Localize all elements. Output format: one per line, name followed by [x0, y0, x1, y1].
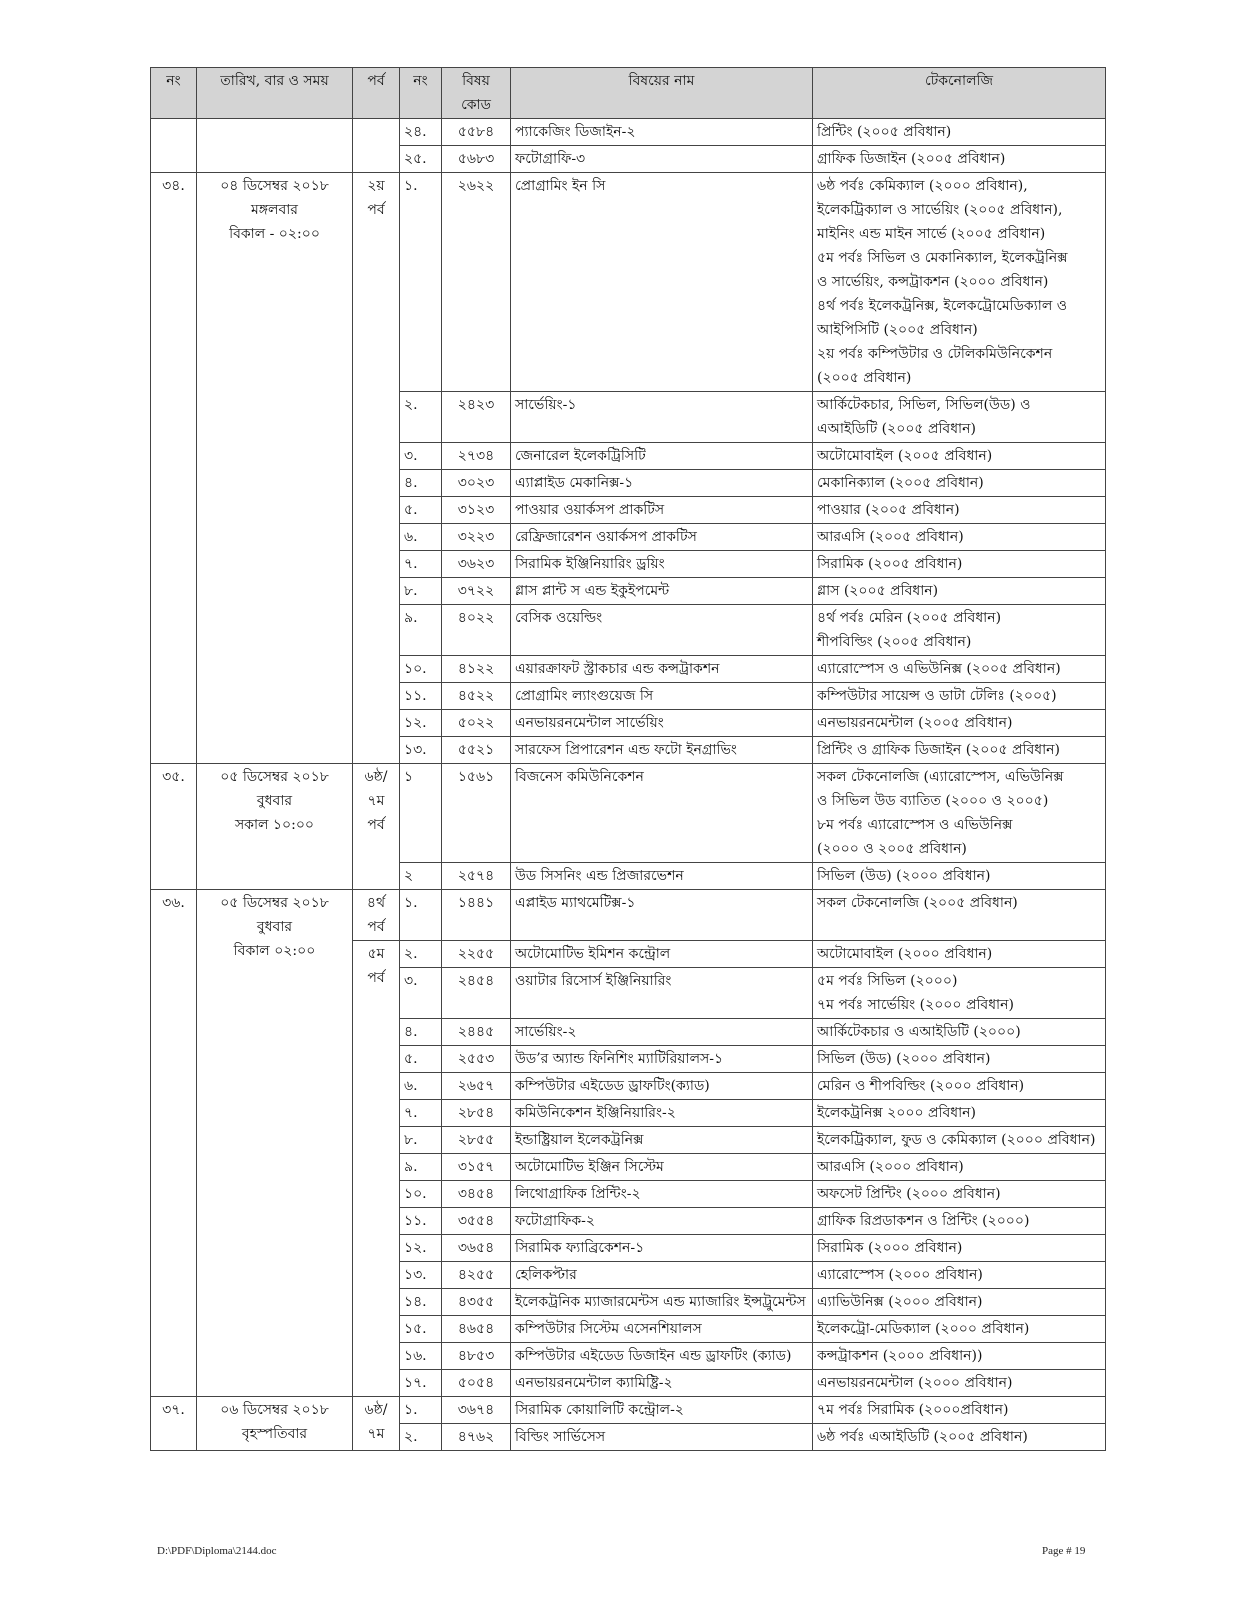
exam-serial: ৩৫.	[151, 764, 197, 890]
subject-name: ওয়াটার রিসোর্স ইঞ্জিনিয়ারিং	[511, 968, 813, 1019]
subject-item-no: ৩.	[400, 443, 442, 470]
technology: পাওয়ার (২০০৫ প্রবিধান)	[813, 497, 1106, 524]
subject-item-no: ১২.	[400, 1235, 442, 1262]
technology: সকল টেকনোলজি (এ্যারোস্পেস, এভিউনিক্স ও সিভিল উড ব্যাতিত (২০০০ ও ২০০৫) ৮ম পর্বঃ এ্যারোস্পেস ও এভিউনিক্স (২০০০ ও ২০০৫ প্রবিধান)	[813, 764, 1106, 863]
subject-name: সিরামিক কোয়ালিটি কন্ট্রোল-২	[511, 1397, 813, 1424]
footer-file-path: D:\PDF\Diploma\2144.doc	[157, 1545, 277, 1557]
technology: মেকানিক্যাল (২০০৫ প্রবিধান)	[813, 470, 1106, 497]
exam-serial: ৩৪.	[151, 173, 197, 764]
semester: ৪র্থ পর্ব	[353, 890, 400, 941]
technology: আর্কিটেকচার ও এআইডিটি (২০০০)	[813, 1019, 1106, 1046]
subject-item-no: ১৩.	[400, 737, 442, 764]
technology: ৬ষ্ঠ পর্বঃ কেমিক্যাল (২০০০ প্রবিধান), ইলেকট্রিক্যাল ও সার্ভেয়িং (২০০৫ প্রবিধান), মাইনিং এন্ড মাইন সার্ভে (২০০৫ প্রবিধান) ৫ম পর্বঃ সিভিল ও মেকানিক্যাল, ইলেকট্রনিক্স ও সার্ভেয়িং, কন্সট্রাকশন (২০০০ প্রবিধান) ৪র্থ পর্বঃ ইলেকট্রনিক্স, ইলেকট্রোমেডিক্যাল ও আইপিসিটি (২০০৫ প্রবিধান) ২য় পর্বঃ কম্পিউটার ও টেলিকমিউনিকেশন (২০০৫ প্রবিধান)	[813, 173, 1106, 392]
subject-code: ৩৬৫৪	[442, 1235, 511, 1262]
subject-name: রেফ্রিজারেশন ওয়ার্কসপ প্রাকটিস	[511, 524, 813, 551]
subject-code: ২৬৫৭	[442, 1073, 511, 1100]
subject-item-no: ১৭.	[400, 1370, 442, 1397]
subject-code: ২৪৪৫	[442, 1019, 511, 1046]
header-date: তারিখ, বার ও সময়	[197, 68, 353, 119]
subject-item-no: ৭.	[400, 551, 442, 578]
subject-name: কম্পিউটার এইডেড ডিজাইন এন্ড ড্রাফটিং (ক্যাড)	[511, 1343, 813, 1370]
subject-code: ৩৪৫৪	[442, 1181, 511, 1208]
subject-item-no: ২.	[400, 941, 442, 968]
subject-item-no: ২.	[400, 392, 442, 443]
technology: আরএসি (২০০৫ প্রবিধান)	[813, 524, 1106, 551]
table-row	[151, 119, 1106, 146]
subject-code: ২২৫৫	[442, 941, 511, 968]
technology: প্রিন্টিং ও গ্রাফিক ডিজাইন (২০০৫ প্রবিধান)	[813, 737, 1106, 764]
technology: অফসেট প্রিন্টিং (২০০০ প্রবিধান)	[813, 1181, 1106, 1208]
technology: সিরামিক (২০০৫ প্রবিধান)	[813, 551, 1106, 578]
header-technology: টেকনোলজি	[813, 68, 1106, 119]
subject-item-no: ১০.	[400, 656, 442, 683]
subject-item-no: ৫.	[400, 497, 442, 524]
subject-name: প্রোগ্রামিং ইন সি	[511, 173, 813, 392]
header-serial: নং	[151, 68, 197, 119]
subject-name: প্যাকেজিং ডিজাইন-২	[511, 119, 813, 146]
technology: অটোমোবাইল (২০০০ প্রবিধান)	[813, 941, 1106, 968]
subject-code: ২৫৫৩	[442, 1046, 511, 1073]
exam-schedule-table	[150, 67, 1106, 1451]
subject-item-no: ১৪.	[400, 1289, 442, 1316]
table-row	[151, 890, 1106, 941]
semester: ২য় পর্ব	[353, 173, 400, 764]
subject-name: সারফেস প্রিপারেশন এন্ড ফটো ইনগ্রাভিং	[511, 737, 813, 764]
subject-name: উড সিসনিং এন্ড প্রিজারভেশন	[511, 863, 813, 890]
subject-item-no: ১২.	[400, 710, 442, 737]
subject-code: ৩১২৩	[442, 497, 511, 524]
subject-item-no: ১.	[400, 890, 442, 941]
subject-item-no: ৮.	[400, 578, 442, 605]
subject-item-no: ৫.	[400, 1046, 442, 1073]
table-row	[151, 764, 1106, 863]
subject-name: প্রোগ্রামিং ল্যাংগুয়েজ সি	[511, 683, 813, 710]
technology: ৬ষ্ঠ পর্বঃ এআইডিটি (২০০৫ প্রবিধান)	[813, 1424, 1106, 1451]
subject-name: ফটোগ্রাফিক-২	[511, 1208, 813, 1235]
subject-code: ২৪২৩	[442, 392, 511, 443]
subject-item-no: ১.	[400, 173, 442, 392]
subject-item-no: ৬.	[400, 1073, 442, 1100]
technology: এনভায়রনমেন্টাল (২০০৫ প্রবিধান)	[813, 710, 1106, 737]
subject-name: ফটোগ্রাফি-৩	[511, 146, 813, 173]
subject-name: হেলিকপ্টার	[511, 1262, 813, 1289]
subject-code: ২৪৫৪	[442, 968, 511, 1019]
technology: অটোমোবাইল (২০০৫ প্রবিধান)	[813, 443, 1106, 470]
subject-item-no: ১১.	[400, 1208, 442, 1235]
subject-code: ৪৭৬২	[442, 1424, 511, 1451]
subject-code: ২৫৭৪	[442, 863, 511, 890]
subject-item-no: ২৫.	[400, 146, 442, 173]
technology: ৫ম পর্বঃ সিভিল (২০০০) ৭ম পর্বঃ সার্ভেয়িং (২০০০ প্রবিধান)	[813, 968, 1106, 1019]
subject-name: এনভায়রনমেন্টাল সার্ভেয়িং	[511, 710, 813, 737]
subject-name: ইন্ডাষ্ট্রিয়াল ইলেকট্রনিক্স	[511, 1127, 813, 1154]
subject-name: অটোমোটিভ ইমিশন কন্ট্রোল	[511, 941, 813, 968]
subject-item-no: ৪.	[400, 470, 442, 497]
subject-item-no: ৬.	[400, 524, 442, 551]
technology: গ্রাফিক রিপ্রডাকশন ও প্রিন্টিং (২০০০)	[813, 1208, 1106, 1235]
subject-code: ৪৫২২	[442, 683, 511, 710]
technology: এ্যাভিউনিক্স (২০০০ প্রবিধান)	[813, 1289, 1106, 1316]
subject-name: সিরামিক ইঞ্জিনিয়ারিং ড্রয়িং	[511, 551, 813, 578]
subject-item-no: ২৪.	[400, 119, 442, 146]
table-body	[151, 119, 1106, 1451]
technology: এ্যারোস্পেস (২০০০ প্রবিধান)	[813, 1262, 1106, 1289]
table-header-row	[151, 68, 1106, 119]
subject-code: ৩১৫৭	[442, 1154, 511, 1181]
exam-date-time: ০৬ ডিসেম্বর ২০১৮ বৃহস্পতিবার	[197, 1397, 353, 1451]
footer-page-number: Page # 19	[1042, 1545, 1086, 1557]
subject-item-no: ১	[400, 764, 442, 863]
subject-name: কমিউনিকেশন ইঞ্জিনিয়ারিং-২	[511, 1100, 813, 1127]
exam-date-time: ০৫ ডিসেম্বর ২০১৮ বুধবার সকাল ১০:০০	[197, 764, 353, 890]
subject-name: উড’র অ্যান্ড ফিনিশিং ম্যাটিরিয়ালস-১	[511, 1046, 813, 1073]
subject-code: ৫০২২	[442, 710, 511, 737]
subject-item-no: ১৫.	[400, 1316, 442, 1343]
subject-code: ২৭৩৪	[442, 443, 511, 470]
exam-date-time: ০৫ ডিসেম্বর ২০১৮ বুধবার বিকাল ০২:০০	[197, 890, 353, 1397]
subject-name: সিরামিক ফ্যাব্রিকেশন-১	[511, 1235, 813, 1262]
technology: সিরামিক (২০০০ প্রবিধান)	[813, 1235, 1106, 1262]
subject-item-no: ১.	[400, 1397, 442, 1424]
subject-name: এপ্লাইড ম্যাথমেটিক্স-১	[511, 890, 813, 941]
subject-code: ৩০২৩	[442, 470, 511, 497]
subject-name: লিথোগ্রাফিক প্রিন্টিং-২	[511, 1181, 813, 1208]
subject-code: ২৬২২	[442, 173, 511, 392]
empty-cell	[151, 119, 197, 173]
exam-date-time: ০৪ ডিসেম্বর ২০১৮ মঙ্গলবার বিকাল - ০২:০০	[197, 173, 353, 764]
subject-item-no: ২.	[400, 1424, 442, 1451]
subject-code: ৪৩৫৫	[442, 1289, 511, 1316]
subject-item-no: ১৩.	[400, 1262, 442, 1289]
subject-name: এ্যাপ্লাইড মেকানিক্স-১	[511, 470, 813, 497]
exam-serial: ৩৬.	[151, 890, 197, 1397]
subject-code: ৪৬৫৪	[442, 1316, 511, 1343]
subject-item-no: ৯.	[400, 605, 442, 656]
subject-code: ৩২২৩	[442, 524, 511, 551]
subject-name: সার্ভেয়িং-২	[511, 1019, 813, 1046]
subject-name: পাওয়ার ওয়ার্কসপ প্রাকটিস	[511, 497, 813, 524]
technology: এ্যারোস্পেস ও এভিউনিক্স (২০০৫ প্রবিধান)	[813, 656, 1106, 683]
subject-code: ৫৬৮৩	[442, 146, 511, 173]
empty-cell	[197, 119, 353, 173]
subject-code: ৪০২২	[442, 605, 511, 656]
subject-name: কম্পিউটার এইডেড ড্রাফটিং(ক্যাড)	[511, 1073, 813, 1100]
subject-name: কম্পিউটার সিস্টেম এসেনশিয়ালস	[511, 1316, 813, 1343]
subject-code: ৩৫৫৪	[442, 1208, 511, 1235]
subject-name: বেসিক ওয়েল্ডিং	[511, 605, 813, 656]
subject-item-no: ৩.	[400, 968, 442, 1019]
technology: প্রিন্টিং (২০০৫ প্রবিধান)	[813, 119, 1106, 146]
header-subject-name: বিষয়ের নাম	[511, 68, 813, 119]
subject-name: গ্লাস প্লান্ট স এন্ড ইকুইপমেন্ট	[511, 578, 813, 605]
subject-item-no: ৯.	[400, 1154, 442, 1181]
subject-name: বিল্ডিং সার্ভিসেস	[511, 1424, 813, 1451]
subject-name: অটোমোটিভ ইঞ্জিন সিস্টেম	[511, 1154, 813, 1181]
technology: আরএসি (২০০০ প্রবিধান)	[813, 1154, 1106, 1181]
subject-name: সার্ভেয়িং-১	[511, 392, 813, 443]
subject-name: এয়ারক্রাফট স্ট্রাকচার এন্ড কন্সট্রাকশন	[511, 656, 813, 683]
subject-name: এনভায়রনমেন্টাল ক্যামিষ্ট্রি-২	[511, 1370, 813, 1397]
technology: কম্পিউটার সায়েন্স ও ডাটা টেলিঃ (২০০৫)	[813, 683, 1106, 710]
subject-item-no: ২	[400, 863, 442, 890]
technology: সিভিল (উড) (২০০০ প্রবিধান)	[813, 1046, 1106, 1073]
empty-cell	[353, 119, 400, 173]
header-semester: পর্ব	[353, 68, 400, 119]
subject-code: ৩৭২২	[442, 578, 511, 605]
subject-item-no: ৮.	[400, 1127, 442, 1154]
technology: ইলেকট্রনিক্স ২০০০ প্রবিধান)	[813, 1100, 1106, 1127]
subject-code: ৪৮৫৩	[442, 1343, 511, 1370]
subject-name: বিজনেস কমিউনিকেশন	[511, 764, 813, 863]
exam-serial: ৩৭.	[151, 1397, 197, 1451]
technology: কন্সট্রাকশন (২০০০ প্রবিধান))	[813, 1343, 1106, 1370]
technology: সিভিল (উড) (২০০০ প্রবিধান)	[813, 863, 1106, 890]
technology: ইলেকট্রিক্যাল, ফুড ও কেমিক্যাল (২০০০ প্রবিধান)	[813, 1127, 1106, 1154]
subject-item-no: ১৬.	[400, 1343, 442, 1370]
table-row	[151, 1397, 1106, 1424]
subject-name: ইলেকট্রনিক ম্যাজারমেন্টস এন্ড ম্যাজারিং ইন্সট্রুমেন্টস	[511, 1289, 813, 1316]
subject-code: ৩৬২৩	[442, 551, 511, 578]
subject-code: ৫০৫৪	[442, 1370, 511, 1397]
technology: সকল টেকনোলজি (২০০৫ প্রবিধান)	[813, 890, 1106, 941]
technology: এনভায়রনমেন্টাল (২০০০ প্রবিধান)	[813, 1370, 1106, 1397]
subject-item-no: ১০.	[400, 1181, 442, 1208]
subject-code: ৩৬৭৪	[442, 1397, 511, 1424]
subject-code: ৪১২২	[442, 656, 511, 683]
semester: ৬ষ্ঠ/ ৭ম	[353, 1397, 400, 1451]
header-subject-code: বিষয় কোড	[442, 68, 511, 119]
subject-item-no: ৭.	[400, 1100, 442, 1127]
table-row	[151, 173, 1106, 392]
technology: ইলেকট্রো-মেডিক্যাল (২০০০ প্রবিধান)	[813, 1316, 1106, 1343]
subject-code: ২৮৫৪	[442, 1100, 511, 1127]
subject-name: জেনারেল ইলেকট্রিসিটি	[511, 443, 813, 470]
subject-item-no: ১১.	[400, 683, 442, 710]
technology: গ্রাফিক ডিজাইন (২০০৫ প্রবিধান)	[813, 146, 1106, 173]
subject-code: ১৪৪১	[442, 890, 511, 941]
subject-code: ৫৫২১	[442, 737, 511, 764]
technology: ৭ম পর্বঃ সিরামিক (২০০০প্রবিধান)	[813, 1397, 1106, 1424]
technology: গ্লাস (২০০৫ প্রবিধান)	[813, 578, 1106, 605]
semester: ৫ম পর্ব	[353, 941, 400, 1397]
technology: ৪র্থ পর্বঃ মেরিন (২০০৫ প্রবিধান) শীপবিল্ডিং (২০০৫ প্রবিধান)	[813, 605, 1106, 656]
technology: আর্কিটেকচার, সিভিল, সিভিল(উড) ও এআইডিটি (২০০৫ প্রবিধান)	[813, 392, 1106, 443]
subject-code: ৫৫৮৪	[442, 119, 511, 146]
subject-code: ১৫৬১	[442, 764, 511, 863]
subject-code: ৪২৫৫	[442, 1262, 511, 1289]
technology: মেরিন ও শীপবিল্ডিং (২০০০ প্রবিধান)	[813, 1073, 1106, 1100]
subject-code: ২৮৫৫	[442, 1127, 511, 1154]
semester: ৬ষ্ঠ/ ৭ম পর্ব	[353, 764, 400, 890]
header-item-no: নং	[400, 68, 442, 119]
subject-item-no: ৪.	[400, 1019, 442, 1046]
